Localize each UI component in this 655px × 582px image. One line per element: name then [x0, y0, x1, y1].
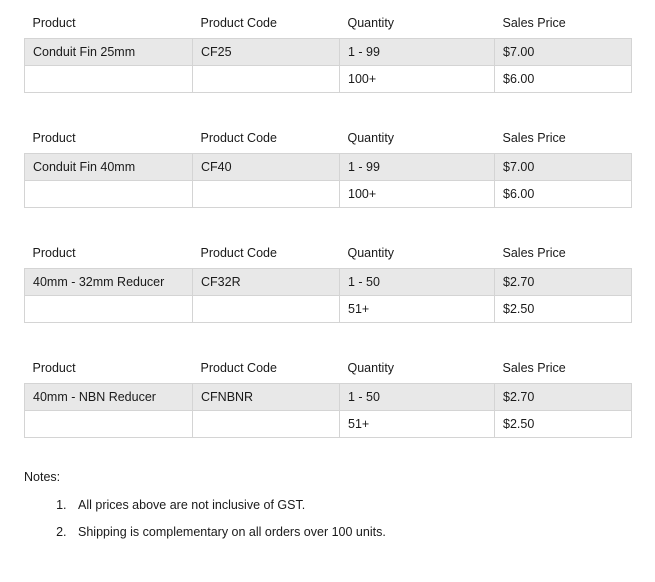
table-row — [25, 296, 632, 323]
price-table — [24, 357, 632, 438]
cell-product — [25, 66, 193, 93]
note-item: 2. Shipping is complementary on all orders over 100 units. — [70, 525, 631, 539]
table-header-row — [25, 242, 632, 269]
cell-quantity: 1 - 99 — [340, 154, 495, 181]
table-header-row — [25, 12, 632, 39]
column-header-quantity: Quantity — [347, 361, 395, 375]
note-item: 1. All prices above are not inclusive of GST. — [70, 498, 631, 512]
cell-product: 40mm - NBN Reducer — [25, 384, 193, 411]
cell-quantity: 1 - 99 — [340, 39, 495, 66]
cell-sales-price: $6.00 — [495, 181, 632, 208]
column-header-product-code: Product Code — [200, 131, 277, 145]
cell-product — [25, 296, 193, 323]
table-header-row — [25, 127, 632, 154]
table-row — [25, 269, 632, 296]
cell-product-code — [193, 411, 340, 438]
column-header-product: Product — [32, 361, 76, 375]
cell-quantity: 100+ — [340, 181, 495, 208]
cell-sales-price: $2.70 — [495, 384, 632, 411]
cell-product-code: CF32R — [193, 269, 340, 296]
column-header-quantity: Quantity — [347, 16, 395, 30]
cell-quantity: 100+ — [340, 66, 495, 93]
cell-sales-price: $7.00 — [495, 39, 632, 66]
cell-sales-price: $2.50 — [495, 411, 632, 438]
column-header-quantity: Quantity — [347, 246, 395, 260]
table-row — [25, 181, 632, 208]
column-header-sales-price: Sales Price — [502, 246, 566, 260]
cell-sales-price: $6.00 — [495, 66, 632, 93]
column-header-product-code: Product Code — [200, 246, 277, 260]
price-table — [24, 242, 632, 323]
table-row — [25, 39, 632, 66]
column-header-product-code: Product Code — [200, 361, 277, 375]
notes-list — [24, 498, 631, 539]
price-table — [24, 12, 632, 93]
table-row — [25, 411, 632, 438]
cell-product-code: CF40 — [193, 154, 340, 181]
column-header-product: Product — [32, 246, 76, 260]
column-header-product-code: Product Code — [200, 16, 277, 30]
table-row — [25, 384, 632, 411]
cell-product-code — [193, 296, 340, 323]
cell-sales-price: $2.70 — [495, 269, 632, 296]
column-header-product: Product — [32, 16, 76, 30]
cell-product: Conduit Fin 40mm — [25, 154, 193, 181]
column-header-sales-price: Sales Price — [502, 16, 566, 30]
table-header-row — [25, 357, 632, 384]
cell-product — [25, 411, 193, 438]
cell-product-code: CFNBNR — [193, 384, 340, 411]
cell-sales-price: $2.50 — [495, 296, 632, 323]
cell-product-code — [193, 181, 340, 208]
column-header-sales-price: Sales Price — [502, 361, 566, 375]
column-header-sales-price: Sales Price — [502, 131, 566, 145]
cell-product-code: CF25 — [193, 39, 340, 66]
table-row — [25, 66, 632, 93]
notes-section — [0, 470, 655, 539]
cell-product: Conduit Fin 25mm — [25, 39, 193, 66]
cell-quantity: 1 - 50 — [340, 269, 495, 296]
table-row — [25, 154, 632, 181]
column-header-quantity: Quantity — [347, 131, 395, 145]
cell-quantity: 51+ — [340, 296, 495, 323]
cell-sales-price: $7.00 — [495, 154, 632, 181]
cell-quantity: 51+ — [340, 411, 495, 438]
column-header-product: Product — [32, 131, 76, 145]
price-table — [24, 127, 632, 208]
cell-product — [25, 181, 193, 208]
cell-product-code — [193, 66, 340, 93]
notes-title: Notes: — [24, 470, 61, 484]
cell-product: 40mm - 32mm Reducer — [25, 269, 193, 296]
cell-quantity: 1 - 50 — [340, 384, 495, 411]
